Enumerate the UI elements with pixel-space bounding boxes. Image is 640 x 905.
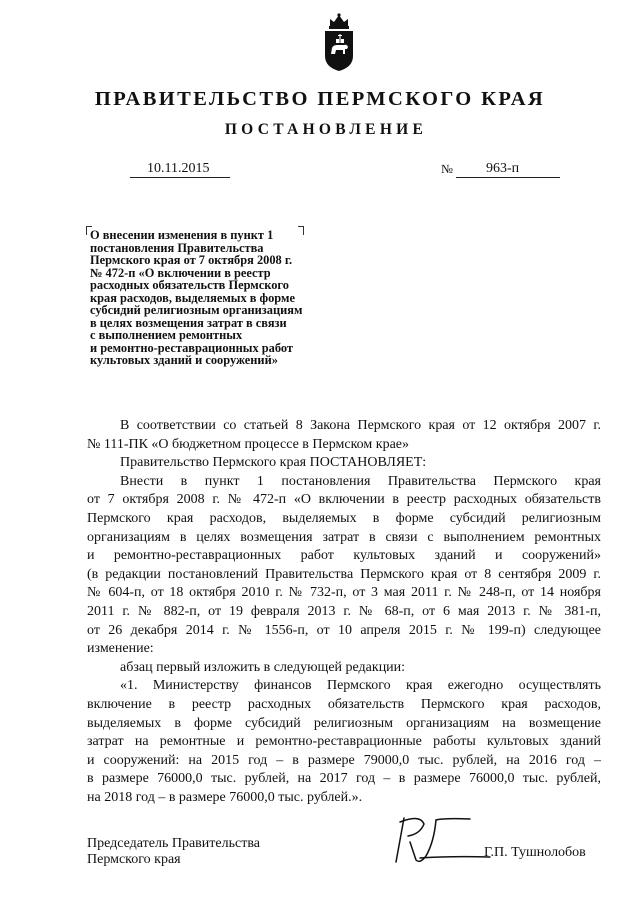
body-line: организациям в целях возмещения затрат в связи с выполнением ремонтных <box>87 529 601 545</box>
body-line: В соответствии со статьей 8 Закона Пермского края от 12 октября 2007 г. <box>120 418 601 433</box>
body-line: от 26 декабря 2014 г. № 1556-п, от 10 апреля 2015 г. № 199-п) следующее <box>87 622 601 638</box>
body-line: абзац первый изложить в следующей редакции: <box>120 659 406 675</box>
body-line: (в редакции постановлений Правительства Пермского края от 8 сентября 2009 г. <box>87 566 601 582</box>
number-underline <box>456 177 560 178</box>
body-line: от 7 октября 2008 г. № 472-п «О включении в реестр расходных обязательств <box>87 492 601 508</box>
body-line: в размере 76000,0 тыс. рублей, на 2017 год – в размере 76000,0 тыс. рублей, <box>87 771 601 787</box>
body-line: «1. Министерству финансов Пермского края ежегодно осуществлять <box>120 678 601 694</box>
body-line: и сооружений: на 2015 год – в размере 79000,0 тыс. рублей, на 2016 год – <box>87 752 601 768</box>
title-line: № 472-п «О включении в реестр <box>90 265 271 280</box>
body-line: Правительство Пермского края ПОСТАНОВЛЯЕТ: <box>120 455 427 471</box>
body-line: № 604-п, от 18 октября 2010 г. № 732-п, от 3 мая 2011 г. № 248-п, от 14 ноября <box>87 585 601 601</box>
title-line: Пермского края от 7 октября 2008 г. <box>90 253 293 267</box>
signatory-position <box>87 836 260 868</box>
body-line: выделяемых в форме субсидий религиозным организациям на возмещение <box>87 715 601 731</box>
document-body <box>87 417 601 807</box>
date-underline <box>130 177 230 178</box>
title-line: субсидий религиозным организациям <box>90 303 303 317</box>
handwritten-signature-icon <box>390 812 495 868</box>
title-line: в целях возмещения затрат в связи <box>90 315 287 330</box>
document-number: 963-п <box>486 161 520 176</box>
body-line: изменение: <box>87 641 154 657</box>
body-line: Пермского края расходов, выделяемых в форме субсидий религиозным <box>87 510 601 526</box>
body-line: и ремонтно-реставрационных работ культовых зданий и сооружений» <box>87 548 601 564</box>
body-line: на 2018 год – в размере 76000,0 тыс. рублей.». <box>87 789 363 805</box>
number-sign: № <box>441 162 453 176</box>
document-title <box>90 229 325 367</box>
title-line: О внесении изменения в пункт 1 <box>90 228 274 242</box>
body-line: № 111-ПК «О бюджетном процессе в Пермском крае» <box>87 436 410 452</box>
position-line: Председатель Правительства <box>87 836 260 851</box>
government-name: ПРАВИТЕЛЬСТВО ПЕРМСКОГО КРАЯ <box>94 88 546 110</box>
title-line: постановления Правительства <box>90 240 264 255</box>
body-line: затрат на ремонтные и ремонтно-реставрационные работы культовых зданий <box>87 734 601 750</box>
position-line: Пермского края <box>87 852 181 867</box>
body-line: включение в реестр расходных обязательств Пермского края расходов, <box>87 696 601 712</box>
title-line: и ремонтно-реставрационных работ <box>90 340 293 355</box>
body-line: 2011 г. № 882-п, от 19 февраля 2013 г. № 68-п, от 6 мая 2013 г. № 381-п, <box>87 603 601 619</box>
title-line: края расходов, выделяемых в форме <box>90 290 295 305</box>
body-line: Внести в пункт 1 постановления Правительства Пермского края <box>120 473 601 489</box>
title-line: расходных обязательств Пермского <box>90 278 289 292</box>
title-line: культовых зданий и сооружений» <box>90 353 278 367</box>
title-line: с выполнением ремонтных <box>90 328 243 342</box>
signer-name: Г.П. Тушнолобов <box>484 845 586 860</box>
document-date: 10.11.2015 <box>147 161 210 176</box>
document-type: ПОСТАНОВЛЕНИЕ <box>224 121 428 138</box>
coat-of-arms-icon <box>322 12 356 72</box>
